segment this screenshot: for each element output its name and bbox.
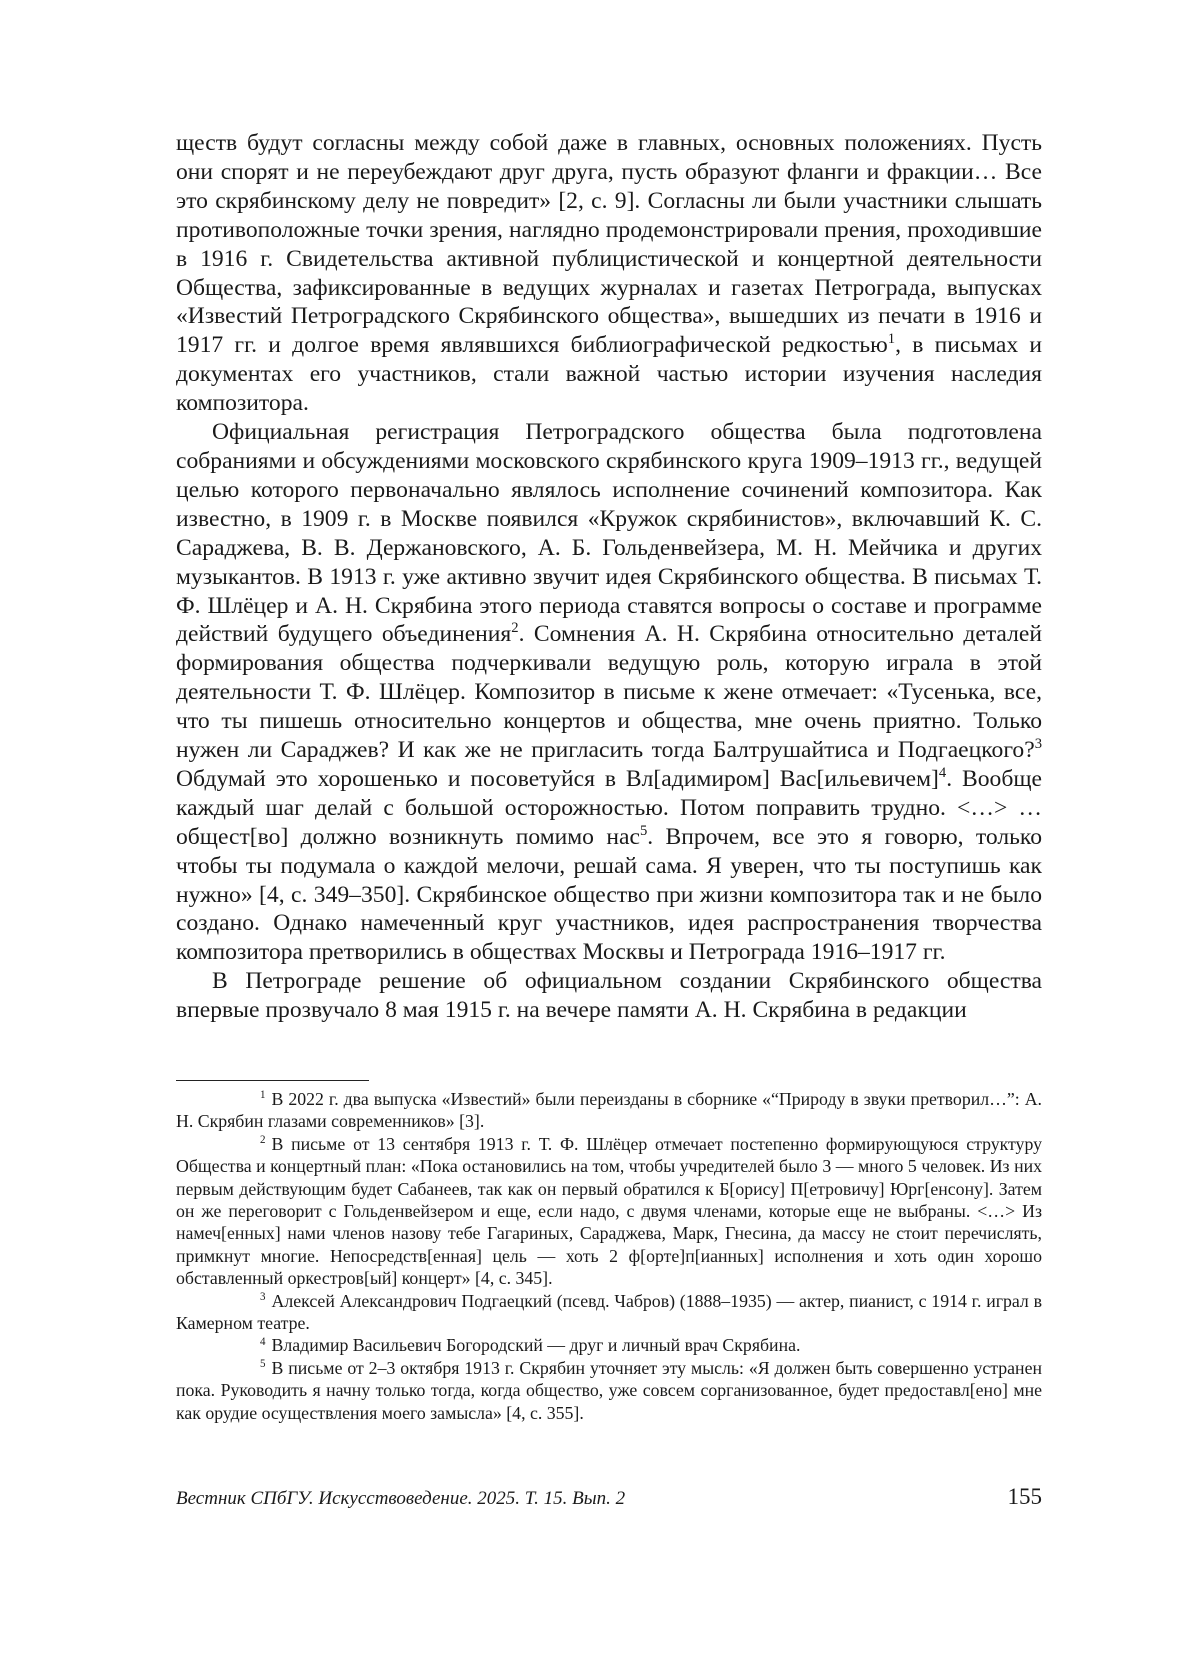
page-number: 155 <box>1007 1484 1042 1509</box>
footnote-ref-2[interactable]: 2 <box>511 620 519 637</box>
paragraph-3-text: В Петрограде решение об официальном создании Скрябинского общества впервые прозвучало 8 мая 1915 г. на вечере памяти А. Н. Скрябина в редакции <box>176 968 1042 1024</box>
footnote-ref-1[interactable]: 1 <box>887 331 896 348</box>
footnote-ref-3[interactable]: 3 <box>1034 736 1042 753</box>
footnote-text: В письме от 13 сентября 1913 г. Т. Ф. Шлёцер отмечает постепенно формирующуюся структуру Общества и концертный план: «Пока остановились на том, чтобы учредителей было 3 — много 5 человек. Из них первым действующим будет Сабанеев, так как он первый обратился к Б[орису] П[етровичу] Юрг[енсону]. Затем он же переговорит с Гольденвейзером и еще, если надо, с двумя членами, которые еще не выбраны. <…> Из намеч[енных] нами членов назову тебе Гагариных, Сараджева, Марк, Гнесина, да массу не стоит перечислять, примкнут многие. Непосредств[енная] цель — хоть 2 ф[орте]п[ианных] исполнения и хоть один хорошо обставленный оркестров[ый] концерт» [4, с. 345]. <box>176 1133 1042 1289</box>
footnote-text: Алексей Александрович Подгаецкий (псевд. Чабров) (1888–1935) — актер, пианист, с 1914 г. играл в Камерном театре. <box>176 1290 1042 1334</box>
paragraph-2-text-c: Обдумай это хорошенько и посоветуйся в Вл[адимиром] Вас[ильевичем] <box>176 765 939 792</box>
footnote-2: 2 В письме от 13 сентября 1913 г. Т. Ф. Шлёцер отмечает постепенно формирующуюся структуру Общества и концертный план: «Пока остановились на том, чтобы учредителей было 3 — много 5 человек. Из них первым действующим будет Сабанеев, так как он первый обратился к Б[орису] П[етровичу] Юрг[енсону]. Затем он же переговорит с Гольденвейзером и еще, если надо, с двумя членами, которые еще не выбраны. <…> Из намеч[енных] нами членов назову тебе Гагариных, Сараджева, Марк, Гнесина, да массу не стоит перечислять, примкнут многие. Непосредств[енная] цель — хоть 2 ф[орте]п[ианных] исполнения и хоть один хорошо обставленный оркестров[ый] концерт» [4, с. 345]. <box>176 1133 1042 1289</box>
running-footer: Вестник СПбГУ. Искусствоведение. 2025. Т. 15. Вып. 2 <box>176 1488 626 1509</box>
paragraph-1 <box>176 129 1042 418</box>
paragraph-2-text-d: . Вообще каждый шаг делай с большой осторожностью. Потом поправить трудно. <…> …общест[во] должно возникнуть помимо нас <box>176 765 1042 850</box>
paragraph-2-text-e: . Впрочем, все это я говорю, только чтобы ты подумала о каждой мелочи, решай сама. Я уверен, что ты поступишь как нужно» [4, с. 349–350]. Скрябинское общество при жизни композитора так и не было создано. Однако намеченный круг участников, идея распространения творчества композитора претворились в обществах Москвы и Петрограда 1916–1917 гг. <box>176 823 1042 966</box>
footnote-text: В 2022 г. два выпуска «Известий» были переизданы в сборнике «“Природу в звуки претворил…”: А. Н. Скрябин глазами современников» [3]. <box>176 1089 1042 1132</box>
paragraph-1-text-b: , в письмах и документах его участников, стали важной частью истории изучения наследия композитора. <box>176 332 1042 417</box>
paragraph-2 <box>176 418 1042 967</box>
footnote-text: Владимир Васильевич Богородский — друг и личный врач Скрябина. <box>271 1335 801 1356</box>
paragraph-1-text-a: ществ будут согласны между собой даже в главных, основных положениях. Пусть они спорят и не переубеждают друг друга, пусть образуют фланги и фракции… Все это скрябинскому делу не повредит» [2, с. 9]. Согласны ли были участники слышать противоположные точки зрения, наглядно продемонстрировали прения, проходившие в 1916 г. Свидетельства активной публицистической и концертной деятельности Общества, зафиксированные в ведущих журналах и газетах Петрограда, выпусках «Известий Петроградского Скрябинского общества», вышедших из печати в 1916 и 1917 гг. и долгое время являвшихся библиографической редкостью <box>176 130 1042 359</box>
footnotes <box>176 1088 1042 1424</box>
paragraph-3 <box>176 967 1042 1025</box>
footnote-5: 5 В письме от 2–3 октября 1913 г. Скрябин уточняет эту мысль: «Я должен быть совершенно устранен пока. Руководить я начну только тогда, когда общество, уже совсем сорганизованное, будет предоставл[ено] мне как орудие осуществления моего замысла» [4, с. 355]. <box>176 1357 1042 1423</box>
footnote-ref-4[interactable]: 4 <box>938 765 947 782</box>
paragraph-2-text-a: Официальная регистрация Петроградского общества была подготовлена собраниями и обсуждениями московского скрябинского круга 1909–1913 гг., ведущей целью которого первоначально являлось исполнение сочинений композитора. Как известно, в 1909 г. в Москве появился «Кружок скрябинистов», включавший К. С. Сараджева, В. В. Держановского, А. Б. Гольденвейзера, М. Н. Мейчика и других музыкантов. В 1913 г. уже активно звучит идея Скрябинского общества. В письмах Т. Ф. Шлёцер и А. Н. Скрябина этого периода ставятся вопросы о составе и программе действий будущего объединения <box>176 419 1042 648</box>
footnote-1: 1 В 2022 г. два выпуска «Известий» были переизданы в сборнике «“Природу в звуки претворил…”: А. Н. Скрябин глазами современников» [3]. <box>176 1089 1042 1132</box>
footnote-3: 3 Алексей Александрович Подгаецкий (псевд. Чабров) (1888–1935) — актер, пианист, с 1914 г. играл в Камерном театре. <box>176 1290 1042 1334</box>
footnote-ref-5[interactable]: 5 <box>639 822 648 839</box>
main-text <box>176 129 1042 1025</box>
footnote-text: В письме от 2–3 октября 1913 г. Скрябин уточняет эту мысль: «Я должен быть совершенно устранен пока. Руководить я начну только тогда, когда общество, уже совсем сорганизованное, будет предоставл[ено] мне как орудие осуществления моего замысла» [4, с. 355]. <box>176 1357 1042 1423</box>
footnote-separator <box>176 1080 369 1081</box>
footnote-4: 4 Владимир Васильевич Богородский — друг и личный врач Скрябина. <box>260 1335 801 1356</box>
paragraph-2-text-b: . Сомнения А. Н. Скрябина относительно деталей формирования общества подчеркивали ведущую роль, которую играла в этой деятельности Т. Ф. Шлёцер. Композитор в письме к жене отмечает: «Тусенька, все, что ты пишешь относительно концертов и общества, мне очень приятно. Только нужен ли Сараджев? И как же не пригласить тогда Балтрушайтиса и Подгаецкого? <box>176 621 1042 764</box>
